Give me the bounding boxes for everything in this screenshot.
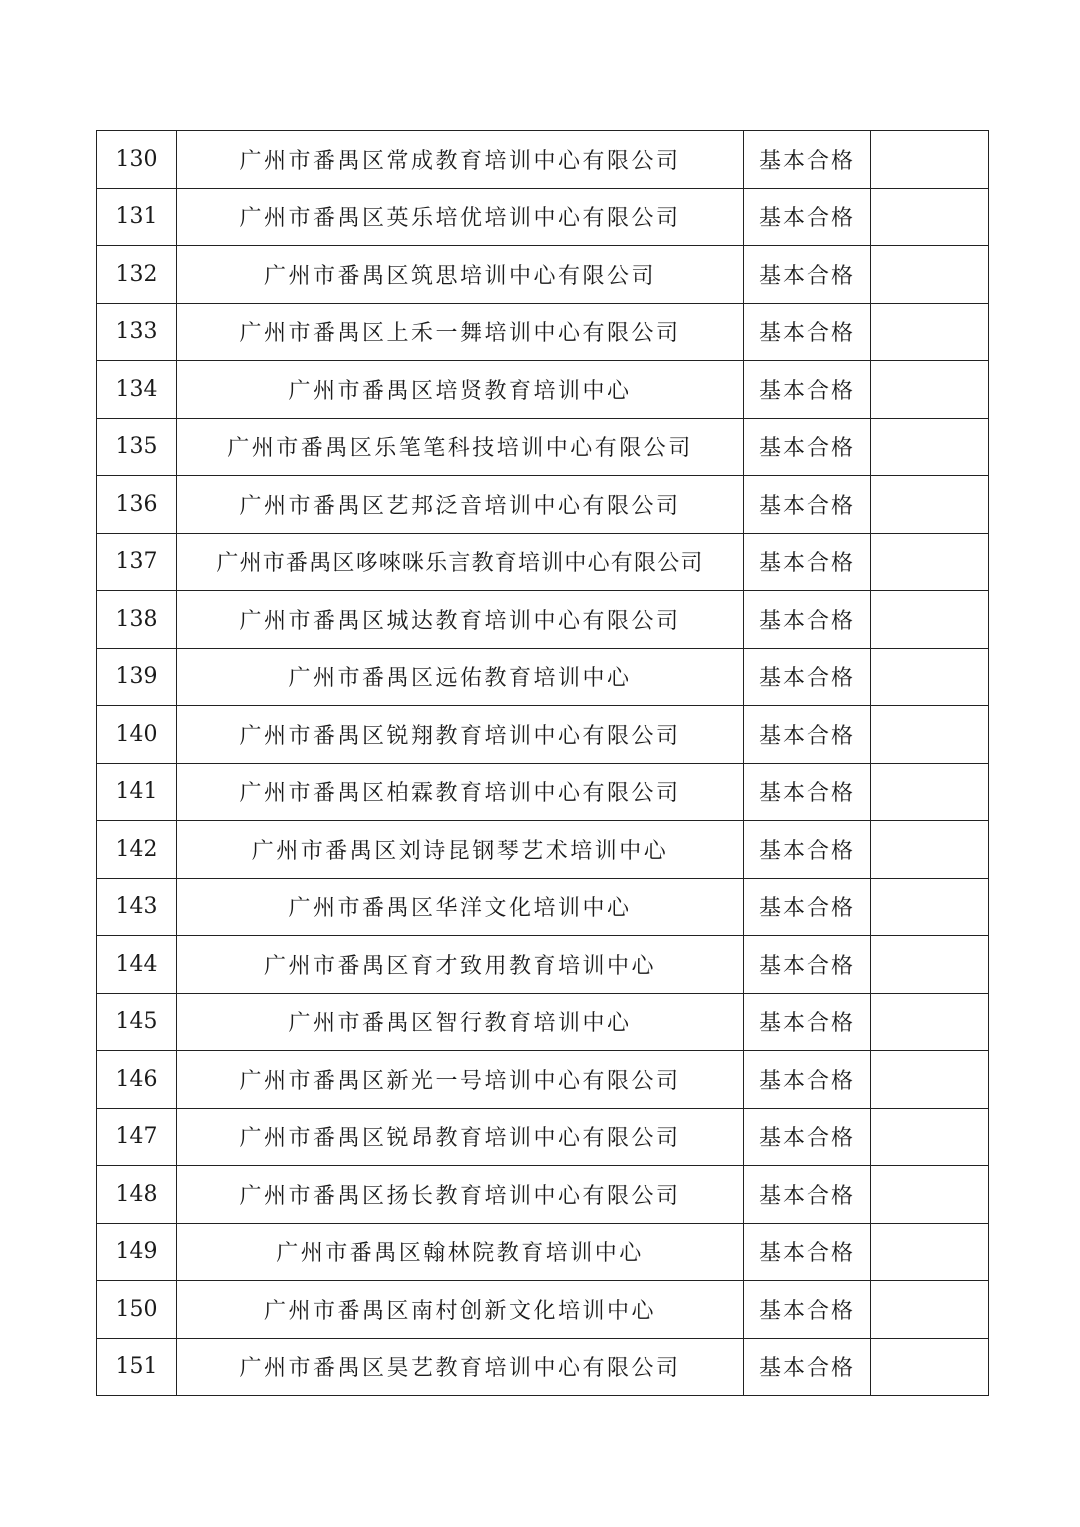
- remark-cell: [871, 936, 989, 994]
- table-row: [97, 706, 989, 764]
- row-number: 131: [97, 188, 177, 246]
- row-number: 137: [97, 533, 177, 591]
- table-row: [97, 188, 989, 246]
- row-number: 132: [97, 246, 177, 304]
- remark-cell: [871, 1281, 989, 1339]
- institution-name: 广州市番禺区乐笔笔科技培训中心有限公司: [177, 418, 744, 476]
- inspection-result: 基本合格: [744, 131, 871, 189]
- institution-name: 广州市番禺区育才致用教育培训中心: [177, 936, 744, 994]
- inspection-result: 基本合格: [744, 361, 871, 419]
- inspection-result: 基本合格: [744, 993, 871, 1051]
- inspection-result: 基本合格: [744, 1223, 871, 1281]
- table-row: [97, 1281, 989, 1339]
- institution-name: 广州市番禺区智行教育培训中心: [177, 993, 744, 1051]
- inspection-result: 基本合格: [744, 648, 871, 706]
- inspection-result: 基本合格: [744, 763, 871, 821]
- row-number: 133: [97, 303, 177, 361]
- row-number: 148: [97, 1166, 177, 1224]
- remark-cell: [871, 591, 989, 649]
- institution-name: 广州市番禺区刘诗昆钢琴艺术培训中心: [177, 821, 744, 879]
- institution-name: 广州市番禺区城达教育培训中心有限公司: [177, 591, 744, 649]
- row-number: 144: [97, 936, 177, 994]
- institution-name: 广州市番禺区翰林院教育培训中心: [177, 1223, 744, 1281]
- inspection-result: 基本合格: [744, 706, 871, 764]
- row-number: 135: [97, 418, 177, 476]
- remark-cell: [871, 1051, 989, 1109]
- table-row: [97, 936, 989, 994]
- inspection-result: 基本合格: [744, 303, 871, 361]
- table-row: [97, 648, 989, 706]
- table-row: [97, 821, 989, 879]
- table-row: [97, 246, 989, 304]
- inspection-result: 基本合格: [744, 188, 871, 246]
- inspection-result: 基本合格: [744, 591, 871, 649]
- table-row: [97, 418, 989, 476]
- inspection-result: 基本合格: [744, 936, 871, 994]
- row-number: 130: [97, 131, 177, 189]
- row-number: 149: [97, 1223, 177, 1281]
- institution-name: 广州市番禺区南村创新文化培训中心: [177, 1281, 744, 1339]
- institution-name: 广州市番禺区英乐培优培训中心有限公司: [177, 188, 744, 246]
- table-row: [97, 361, 989, 419]
- institution-name: 广州市番禺区上禾一舞培训中心有限公司: [177, 303, 744, 361]
- inspection-result: 基本合格: [744, 1166, 871, 1224]
- remark-cell: [871, 188, 989, 246]
- table-row: [97, 476, 989, 534]
- institution-name: 广州市番禺区常成教育培训中心有限公司: [177, 131, 744, 189]
- row-number: 141: [97, 763, 177, 821]
- inspection-result: 基本合格: [744, 1108, 871, 1166]
- table-row: [97, 878, 989, 936]
- remark-cell: [871, 706, 989, 764]
- remark-cell: [871, 1108, 989, 1166]
- remark-cell: [871, 763, 989, 821]
- inspection-result: 基本合格: [744, 476, 871, 534]
- inspection-result: 基本合格: [744, 821, 871, 879]
- institution-name: 广州市番禺区新光一号培训中心有限公司: [177, 1051, 744, 1109]
- row-number: 146: [97, 1051, 177, 1109]
- table-row: [97, 533, 989, 591]
- remark-cell: [871, 131, 989, 189]
- institution-name: 广州市番禺区艺邦泛音培训中心有限公司: [177, 476, 744, 534]
- remark-cell: [871, 1338, 989, 1396]
- inspection-result: 基本合格: [744, 418, 871, 476]
- row-number: 134: [97, 361, 177, 419]
- institution-name: 广州市番禺区柏霖教育培训中心有限公司: [177, 763, 744, 821]
- table-row: [97, 303, 989, 361]
- table-row: [97, 591, 989, 649]
- institution-name: 广州市番禺区昊艺教育培训中心有限公司: [177, 1338, 744, 1396]
- table-row: [97, 993, 989, 1051]
- table-row: [97, 1051, 989, 1109]
- remark-cell: [871, 533, 989, 591]
- inspection-result: 基本合格: [744, 533, 871, 591]
- table-body: [97, 131, 989, 1396]
- remark-cell: [871, 648, 989, 706]
- remark-cell: [871, 476, 989, 534]
- institution-name: 广州市番禺区扬长教育培训中心有限公司: [177, 1166, 744, 1224]
- row-number: 136: [97, 476, 177, 534]
- remark-cell: [871, 418, 989, 476]
- inspection-result: 基本合格: [744, 1281, 871, 1339]
- inspection-result: 基本合格: [744, 1338, 871, 1396]
- institution-name: 广州市番禺区筑思培训中心有限公司: [177, 246, 744, 304]
- row-number: 140: [97, 706, 177, 764]
- inspection-results-table: [96, 130, 989, 1396]
- institution-name: 广州市番禺区哆唻咪乐言教育培训中心有限公司: [177, 533, 744, 591]
- inspection-result: 基本合格: [744, 246, 871, 304]
- remark-cell: [871, 303, 989, 361]
- remark-cell: [871, 993, 989, 1051]
- table-row: [97, 1166, 989, 1224]
- table-row: [97, 763, 989, 821]
- row-number: 142: [97, 821, 177, 879]
- row-number: 138: [97, 591, 177, 649]
- table-row: [97, 1108, 989, 1166]
- remark-cell: [871, 878, 989, 936]
- institution-name: 广州市番禺区培贤教育培训中心: [177, 361, 744, 419]
- row-number: 150: [97, 1281, 177, 1339]
- inspection-result: 基本合格: [744, 1051, 871, 1109]
- remark-cell: [871, 361, 989, 419]
- remark-cell: [871, 1223, 989, 1281]
- row-number: 147: [97, 1108, 177, 1166]
- institution-name: 广州市番禺区远佑教育培训中心: [177, 648, 744, 706]
- row-number: 139: [97, 648, 177, 706]
- remark-cell: [871, 821, 989, 879]
- row-number: 143: [97, 878, 177, 936]
- institution-name: 广州市番禺区华洋文化培训中心: [177, 878, 744, 936]
- remark-cell: [871, 1166, 989, 1224]
- row-number: 151: [97, 1338, 177, 1396]
- remark-cell: [871, 246, 989, 304]
- inspection-result: 基本合格: [744, 878, 871, 936]
- table-row: [97, 1338, 989, 1396]
- institution-name: 广州市番禺区锐昂教育培训中心有限公司: [177, 1108, 744, 1166]
- institution-name: 广州市番禺区锐翔教育培训中心有限公司: [177, 706, 744, 764]
- table-row: [97, 131, 989, 189]
- table-row: [97, 1223, 989, 1281]
- row-number: 145: [97, 993, 177, 1051]
